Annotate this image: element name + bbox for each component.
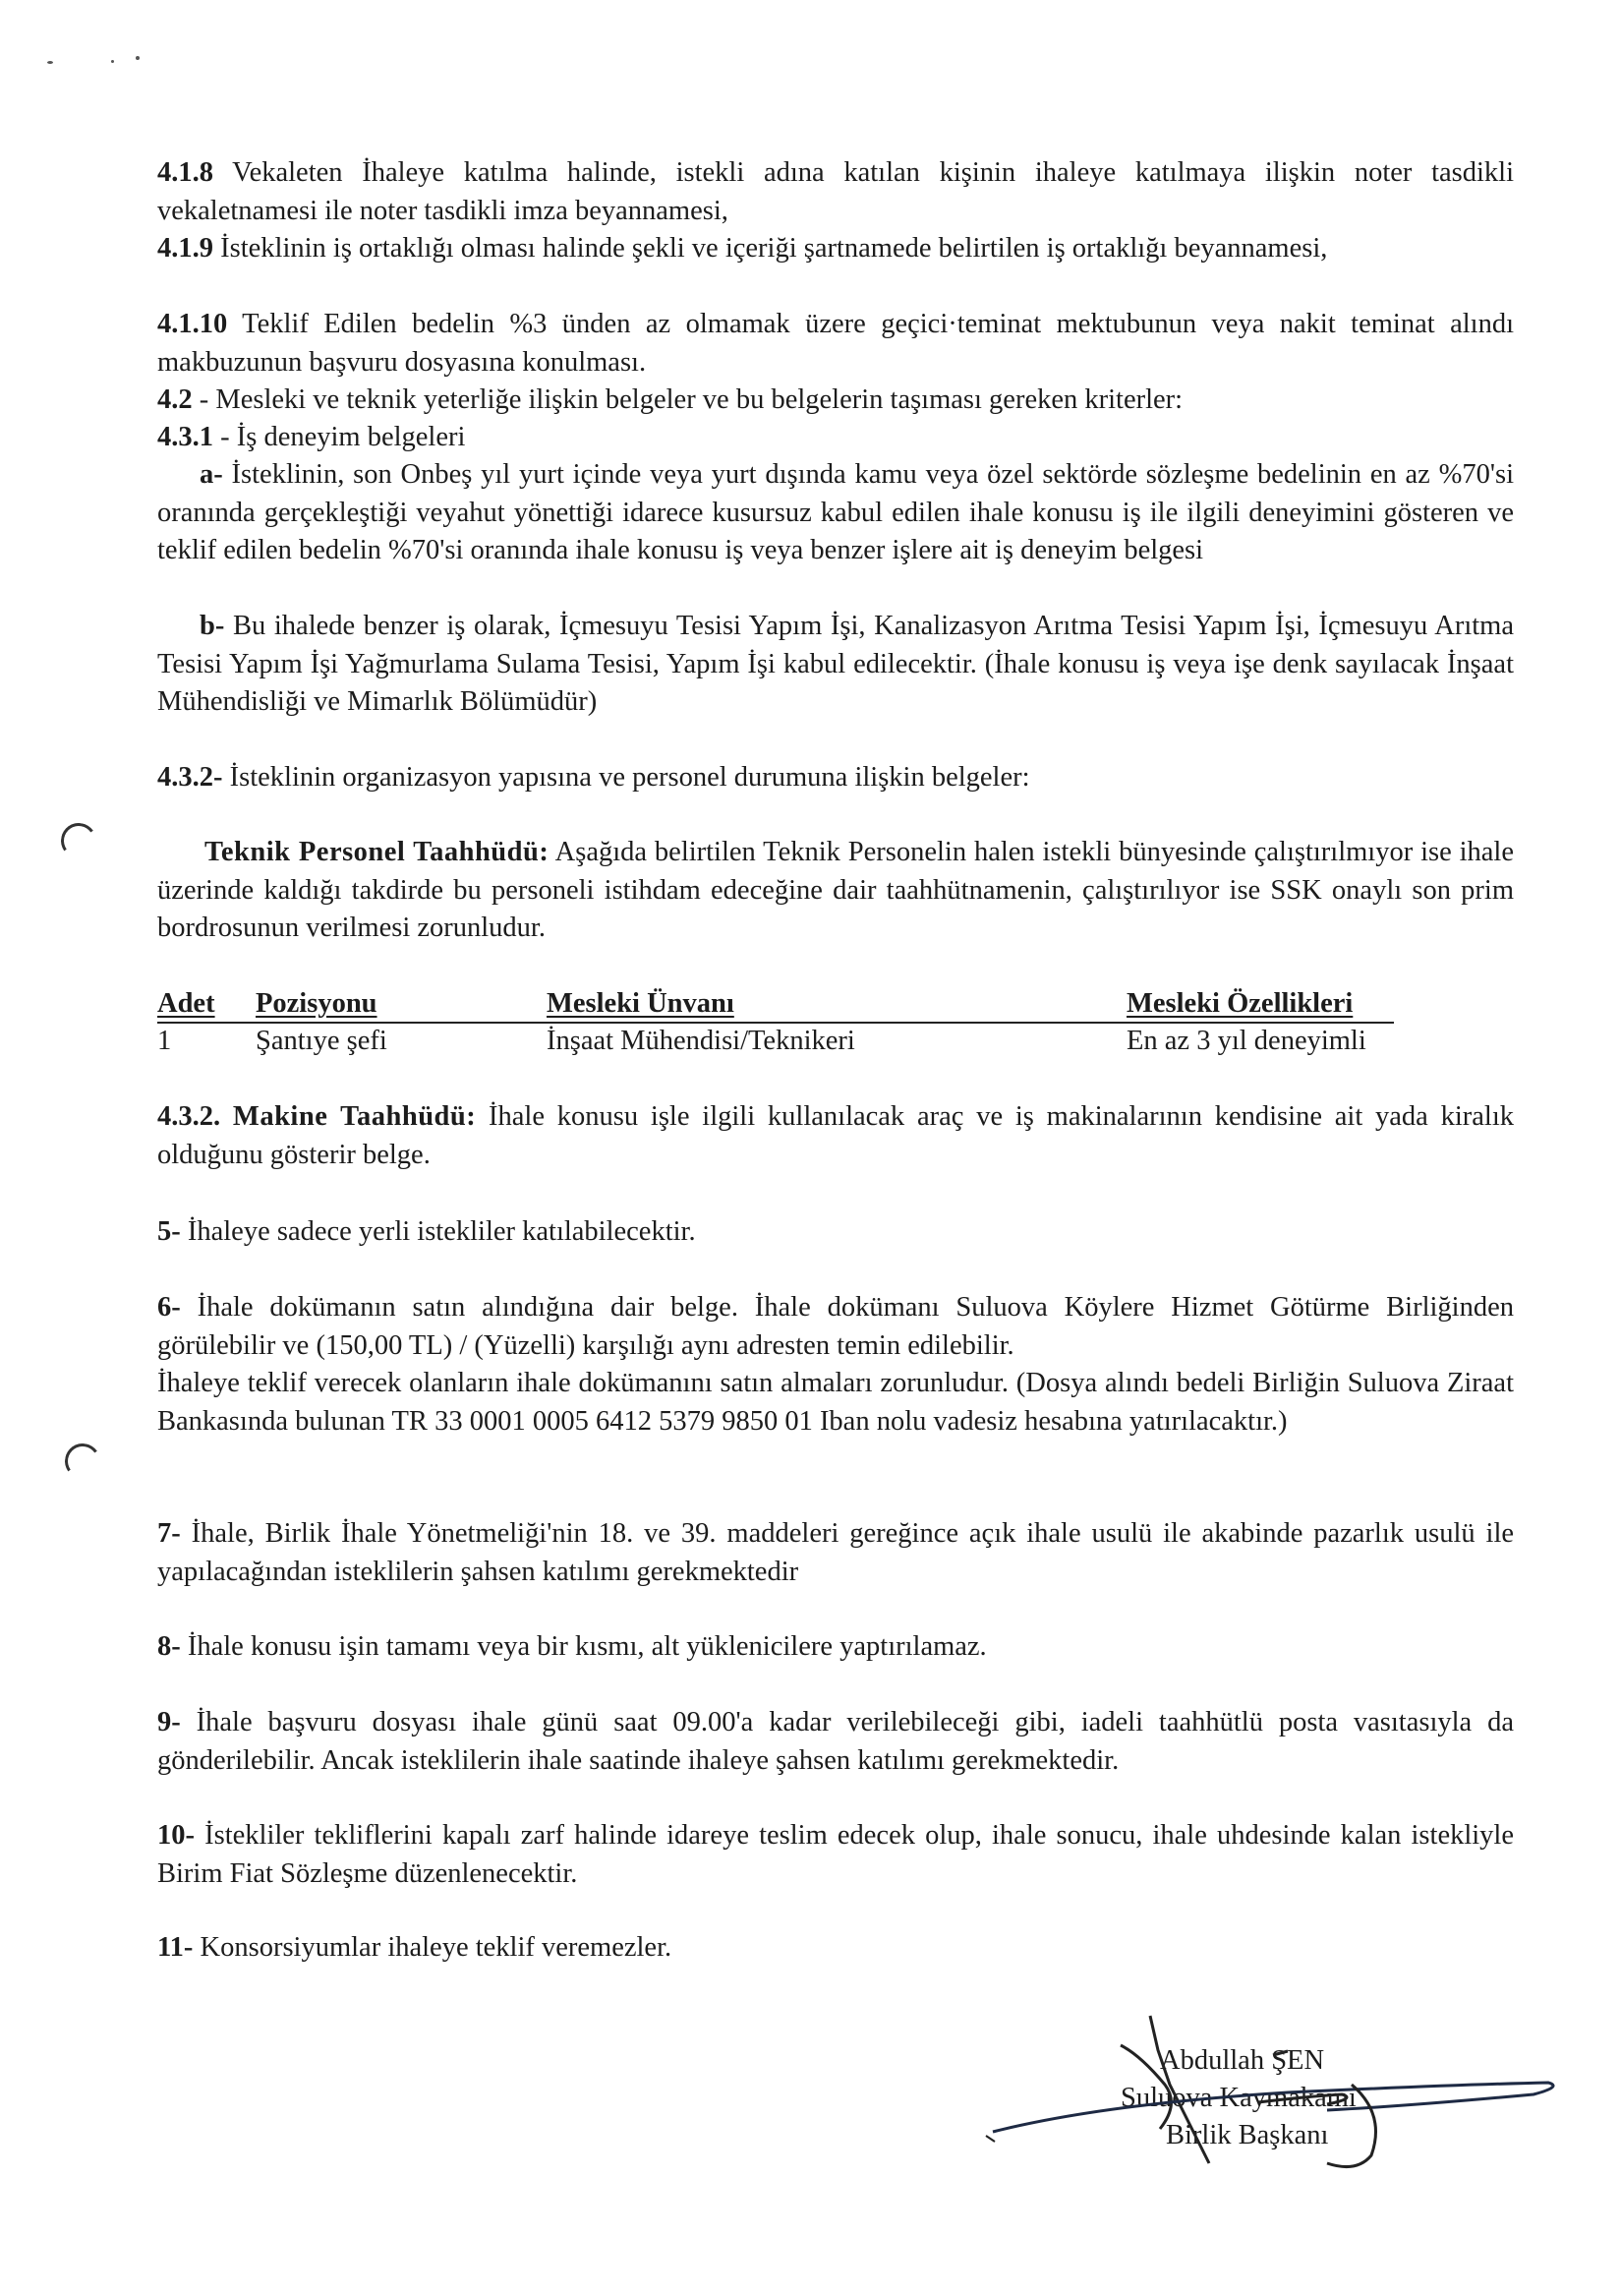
punch-hole-mark [58, 820, 99, 861]
paragraph-4-3-1-a: a- İsteklinin, son Onbeş yıl yurt içinde veya yurt dışında kamu veya özel sektörde sözleşme bedelinin en az %70'si oranında gerçekleştiği veyahut yönettiği idarece kusursuz kabul edilen ihale konusu iş ile ilgili deneyimini gösteren ve teklif edilen bedelin %70'si oranında ihale konusu iş veya benzer işlere ait iş deneyim belgesi [157, 459, 1515, 565]
paragraph-4-3-1-b: b- Bu ihalede benzer iş olarak, İçmesuyu Tesisi Yapım İşi, Kanalizasyon Arıtma Tesisi Yapım İşi, İçmesuyu Arıtma Tesisi Yapım İşi Yağmurlama Sulama Tesisi, Yapım İşi kabul edilecektir. (İhale konusu iş veya işe denk sayılacak İnşaat Mühendisliği ve Mimarlık Bölümüdür) [157, 611, 1514, 717]
paragraph-4-1-10: 4.1.10 Teklif Edilen bedelin %3 ünden az olmamak üzere geçici·teminat mektubunun veya nakit teminat alındı makbuzunun başvuru dosyasına konulması. [157, 309, 1514, 378]
paragraph-9: 9- İhale başvuru dosyası ihale günü saat 09.00'a kadar verilebileceği gibi, iadeli taahhütlü posta vasıtasıyla da gönderilebilir. Ancak isteklilerin ihale saatinde ihaleye şahsen katılımı gerekmektedir. [157, 1707, 1514, 1776]
table-cell: Şantıye şefi [256, 1026, 387, 1056]
table-row [157, 1023, 1394, 1060]
punch-hole-mark [62, 1441, 103, 1482]
scan-speck [47, 61, 53, 64]
scan-speck [136, 56, 140, 60]
paragraph-5: 5- İhaleye sadece yerli istekliler katılabilecektir. [157, 1216, 696, 1247]
personnel-table [157, 985, 1394, 1060]
paragraph-4-2: 4.2 - Mesleki ve teknik yeterliğe ilişkin belgeler ve bu belgelerin taşıması gereken kriterler: [157, 384, 1184, 415]
table-header-cell: Pozisyonu [256, 988, 377, 1019]
paragraph-11: 11- Konsorsiyumlar ihaleye teklif veremezler. [157, 1932, 672, 1963]
paragraph-teknik-personel: Teknik Personel Taahhüdü: Aşağıda belirtilen Teknik Personelin halen istekli bünyesinde çalıştırılmıyor ise ihale üzerinde kaldığı takdirde bu personeli istihdam edeceğine dair taahhütnamenin, çalıştırılıyor ise SSK onaylı son prim bordrosunun verilmesi zorunludur. [157, 837, 1514, 943]
paragraph-4-1-9: 4.1.9 İsteklinin iş ortaklığı olması halinde şekli ve içeriği şartnamede belirtilen iş ortaklığı beyannamesi, [157, 233, 1328, 264]
paragraph-makine: 4.3.2. Makine Taahhüdü: İhale konusu işle ilgili kullanılacak araç ve iş makinalarının kendisine ait yada kiralık olduğunu gösterir belge. [157, 1101, 1515, 1170]
table-cell: En az 3 yıl deneyimli [1127, 1026, 1366, 1056]
signature-role: Birlik Başkanı [1166, 2120, 1329, 2150]
table-header-cell: Adet [157, 988, 215, 1019]
paragraph-4-3-1: 4.3.1 - İş deneyim belgeleri [157, 422, 466, 452]
signature-title: Suluova Kaymakamı [1121, 2083, 1357, 2113]
paragraph-6-b: İhaleye teklif verecek olanların ihale dokümanını satın almaları zorunludur. (Dosya alındı bedeli Birliğin Suluova Ziraat Bankasında bulunan TR 33 0001 0005 6412 5379 9850 01 Iban nolu vadesiz hesabına yatırılacaktır.) [157, 1368, 1514, 1437]
signature-name: Abdullah ŞEN [1160, 2045, 1325, 2076]
paragraph-10: 10- İstekliler tekliflerini kapalı zarf halinde idareye teslim edecek olup, ihale sonucu, ihale uhdesinde kalan istekliyle Birim Fiat Sözleşme düzenlenecektir. [157, 1820, 1514, 1889]
table-cell: 1 [157, 1026, 172, 1056]
paragraph-8: 8- İhale konusu işin tamamı veya bir kısmı, alt yüklenicilere yaptırılamaz. [157, 1631, 987, 1662]
scan-speck [111, 60, 114, 63]
paragraph-4-3-2: 4.3.2- İsteklinin organizasyon yapısına ve personel durumuna ilişkin belgeler: [157, 762, 1030, 793]
paragraph-7: 7- İhale, Birlik İhale Yönetmeliği'nin 18. ve 39. maddeleri gereğince açık ihale usulü ile akabinde pazarlık usulü ile yapılacağından isteklilerin şahsen katılımı gerekmektedir [157, 1518, 1515, 1587]
paragraph-6: 6- İhale dokümanın satın alındığına dair belge. İhale dokümanı Suluova Köylere Hizmet Götürme Birliğinden görülebilir ve (150,00 TL) / (Yüzelli) karşılığı aynı adresten temin edilebilir. [157, 1292, 1514, 1361]
table-header-cell: Mesleki Özellikleri [1127, 988, 1354, 1019]
table-cell: İnşaat Mühendisi/Teknikeri [547, 1026, 855, 1056]
table-header-row [157, 985, 1394, 1023]
paragraph-4-1-8: 4.1.8 Vekaleten İhaleye katılma halinde, istekli adına katılan kişinin ihaleye katılmaya ilişkin noter tasdikli vekaletnamesi ile noter tasdikli imza beyannamesi, [157, 157, 1514, 226]
table-header-cell: Mesleki Ünvanı [547, 988, 734, 1019]
